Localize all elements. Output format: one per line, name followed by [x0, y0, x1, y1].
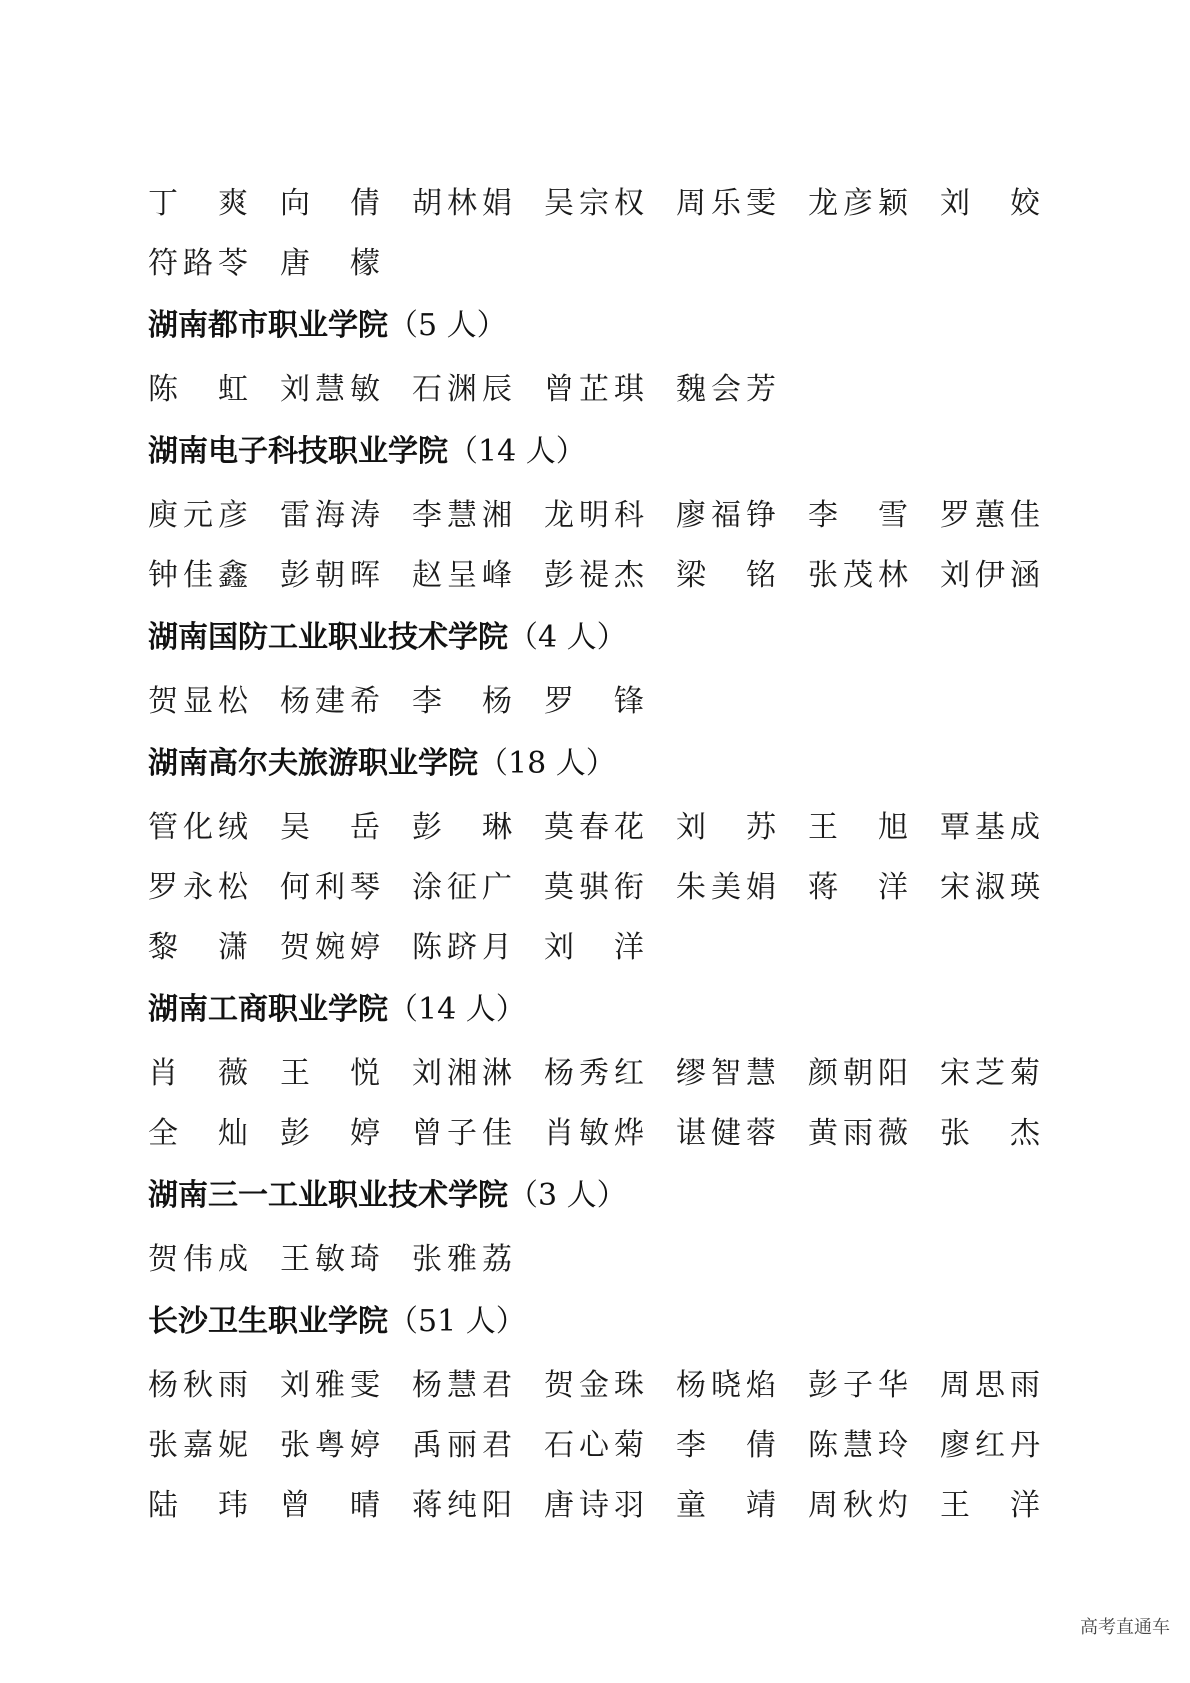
person-name: 童 靖: [676, 1488, 776, 1523]
person-name: 刘 洋: [544, 930, 644, 965]
section-title: 长沙卫生职业学院: [148, 1304, 388, 1339]
names-row: [148, 668, 1048, 728]
names-row: [148, 1472, 1048, 1532]
person-name: 梁 铭: [676, 558, 776, 593]
person-name: 缪 智 慧: [676, 1056, 776, 1091]
person-name: 曾 芷 琪: [544, 372, 644, 407]
person-name: 莫 春 花: [544, 810, 644, 845]
person-name: 张 杰: [940, 1116, 1040, 1151]
person-name: 彭 琳: [412, 810, 512, 845]
person-name: 石 渊 辰: [412, 372, 512, 407]
person-name: 蒋 洋: [808, 870, 908, 905]
person-name: 魏 会 芳: [676, 372, 776, 407]
section-count: （14 人）: [388, 992, 526, 1027]
person-name: 陈 跻 月: [412, 930, 512, 965]
names-row: [148, 914, 1048, 974]
person-name: 贺 显 松: [148, 684, 248, 719]
person-name: 廖 福 铮: [676, 498, 776, 533]
names-row: [148, 230, 1048, 290]
person-name: 吴 宗 权: [544, 186, 644, 221]
section-count: （18 人）: [478, 746, 616, 781]
person-name: 彭 子 华: [808, 1368, 908, 1403]
person-name: 宋 芝 菊: [940, 1056, 1040, 1091]
person-name: 杨 慧 君: [412, 1368, 512, 1403]
section-count: （3 人）: [508, 1178, 627, 1213]
person-name: 王 旭: [808, 810, 908, 845]
person-name: 覃 基 成: [940, 810, 1040, 845]
section-heading: [148, 980, 1048, 1040]
person-name: 谌 健 蓉: [676, 1116, 776, 1151]
person-name: 罗 永 松: [148, 870, 248, 905]
person-name: 廖 红 丹: [940, 1428, 1040, 1463]
person-name: 曾 晴: [280, 1488, 380, 1523]
section-count: （5 人）: [388, 308, 507, 343]
section-count: （4 人）: [508, 620, 627, 655]
person-name: 张 雅 荔: [412, 1242, 512, 1277]
person-name: 庾 元 彦: [148, 498, 248, 533]
person-name: 刘 伊 涵: [940, 558, 1040, 593]
person-name: 彭 婷: [280, 1116, 380, 1151]
person-name: 陈 虹: [148, 372, 248, 407]
person-name: 管 化 绒: [148, 810, 248, 845]
person-name: 肖 敏 烨: [544, 1116, 644, 1151]
person-name: 朱 美 娟: [676, 870, 776, 905]
person-name: 涂 征 广: [412, 870, 512, 905]
person-name: 刘 雅 雯: [280, 1368, 380, 1403]
person-name: 李 倩: [676, 1428, 776, 1463]
section-heading: [148, 1292, 1048, 1352]
person-name: 蒋 纯 阳: [412, 1488, 512, 1523]
person-name: 周 思 雨: [940, 1368, 1040, 1403]
person-name: 莫 骐 衔: [544, 870, 644, 905]
section-heading: [148, 608, 1048, 668]
person-name: 何 利 琴: [280, 870, 380, 905]
person-name: 肖 薇: [148, 1056, 248, 1091]
person-name: 黎 潇: [148, 930, 248, 965]
section-title: 湖南三一工业职业技术学院: [148, 1178, 508, 1213]
person-name: 彭 朝 晖: [280, 558, 380, 593]
section-heading: [148, 734, 1048, 794]
section-count: （51 人）: [388, 1304, 526, 1339]
names-row: [148, 1352, 1048, 1412]
section-heading: [148, 1166, 1048, 1226]
person-name: 李 杨: [412, 684, 512, 719]
person-name: 罗 蕙 佳: [940, 498, 1040, 533]
section-title: 湖南都市职业学院: [148, 308, 388, 343]
names-row: [148, 356, 1048, 416]
person-name: 胡 林 娟: [412, 186, 512, 221]
section-heading: [148, 296, 1048, 356]
names-row: [148, 482, 1048, 542]
person-name: 杨 秀 红: [544, 1056, 644, 1091]
names-row: [148, 542, 1048, 602]
names-row: [148, 1100, 1048, 1160]
person-name: 张 茂 林: [808, 558, 908, 593]
watermark: 高考直通车: [1080, 1617, 1170, 1638]
person-name: 刘 苏: [676, 810, 776, 845]
person-name: 贺 金 珠: [544, 1368, 644, 1403]
document-body: [148, 170, 1048, 1532]
person-name: 贺 伟 成: [148, 1242, 248, 1277]
person-name: 钟 佳 鑫: [148, 558, 248, 593]
person-name: 刘 湘 淋: [412, 1056, 512, 1091]
person-name: 吴 岳: [280, 810, 380, 845]
person-name: 张 嘉 妮: [148, 1428, 248, 1463]
person-name: 杨 建 希: [280, 684, 380, 719]
names-row: [148, 1040, 1048, 1100]
person-name: 唐 檬: [280, 246, 380, 281]
person-name: 丁 爽: [148, 186, 248, 221]
person-name: 杨 秋 雨: [148, 1368, 248, 1403]
person-name: 龙 明 科: [544, 498, 644, 533]
person-name: 王 洋: [940, 1488, 1040, 1523]
person-name: 赵 呈 峰: [412, 558, 512, 593]
person-name: 向 倩: [280, 186, 380, 221]
person-name: 杨 晓 焰: [676, 1368, 776, 1403]
person-name: 李 慧 湘: [412, 498, 512, 533]
names-row: [148, 854, 1048, 914]
person-name: 陈 慧 玲: [808, 1428, 908, 1463]
person-name: 刘 慧 敏: [280, 372, 380, 407]
person-name: 禹 丽 君: [412, 1428, 512, 1463]
section-title: 湖南工商职业学院: [148, 992, 388, 1027]
person-name: 王 悦: [280, 1056, 380, 1091]
person-name: 周 秋 灼: [808, 1488, 908, 1523]
person-name: 周 乐 雯: [676, 186, 776, 221]
person-name: 符 路 苓: [148, 246, 248, 281]
person-name: 雷 海 涛: [280, 498, 380, 533]
names-row: [148, 170, 1048, 230]
section-title: 湖南国防工业职业技术学院: [148, 620, 508, 655]
person-name: 彭 禔 杰: [544, 558, 644, 593]
person-name: 龙 彦 颖: [808, 186, 908, 221]
person-name: 张 粤 婷: [280, 1428, 380, 1463]
person-name: 王 敏 琦: [280, 1242, 380, 1277]
person-name: 贺 婉 婷: [280, 930, 380, 965]
person-name: 曾 子 佳: [412, 1116, 512, 1151]
person-name: 颜 朝 阳: [808, 1056, 908, 1091]
names-row: [148, 794, 1048, 854]
person-name: 刘 姣: [940, 186, 1040, 221]
person-name: 石 心 菊: [544, 1428, 644, 1463]
person-name: 李 雪: [808, 498, 908, 533]
names-row: [148, 1226, 1048, 1286]
person-name: 罗 锋: [544, 684, 644, 719]
person-name: 陆 玮: [148, 1488, 248, 1523]
names-row: [148, 1412, 1048, 1472]
person-name: 宋 淑 瑛: [940, 870, 1040, 905]
person-name: 唐 诗 羽: [544, 1488, 644, 1523]
section-heading: [148, 422, 1048, 482]
section-title: 湖南高尔夫旅游职业学院: [148, 746, 478, 781]
person-name: 全 灿: [148, 1116, 248, 1151]
section-count: （14 人）: [448, 434, 586, 469]
person-name: 黄 雨 薇: [808, 1116, 908, 1151]
section-title: 湖南电子科技职业学院: [148, 434, 448, 469]
